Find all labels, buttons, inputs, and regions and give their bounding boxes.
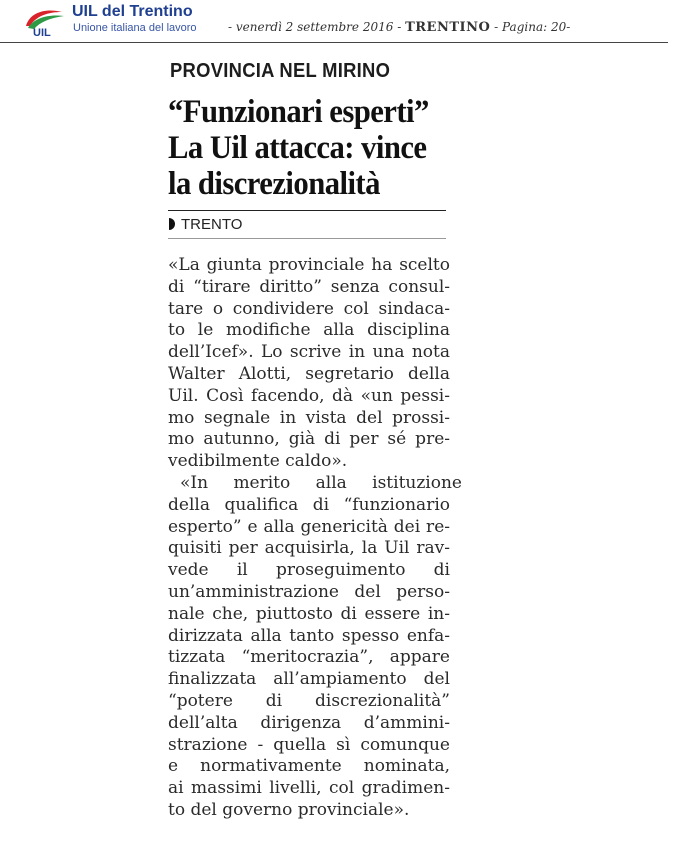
location-top-rule xyxy=(168,210,446,211)
body-line: vede il proseguimento di xyxy=(168,560,450,581)
headline-line: “Funzionari esperti” xyxy=(168,94,429,130)
body-line: tare o condividere col sindaca- xyxy=(168,298,450,319)
half-circle-marker-icon xyxy=(169,218,175,230)
body-line: ai massimi livelli, col gradimen- xyxy=(168,778,450,799)
body-line: Walter Alotti, segretario della xyxy=(168,363,450,384)
article-location: TRENTO xyxy=(181,216,243,233)
body-line: Uil. Così facendo, dà «un pessi- xyxy=(168,385,450,406)
headline-line: La Uil attacca: vince xyxy=(168,130,427,166)
edition-date: - venerdì 2 settembre 2016 xyxy=(228,20,394,34)
body-line: tizzata “meritocrazia”, appare xyxy=(168,647,450,668)
body-line: «La giunta provinciale ha scelto xyxy=(168,255,450,275)
organization-subtitle: Unione italiana del lavoro xyxy=(73,22,197,34)
uil-logo-icon xyxy=(22,6,68,38)
body-line: dirizzata alla tanto spesso enfa- xyxy=(168,625,450,646)
body-line: vedibilmente caldo». xyxy=(168,451,348,472)
edition-separator: - xyxy=(397,20,402,34)
body-line: mo segnale in vista del prossi- xyxy=(168,407,450,428)
body-line: to del governo provinciale». xyxy=(168,799,410,820)
body-line: di “tirare diritto” senza consul- xyxy=(168,276,450,297)
page-header xyxy=(0,0,684,46)
organization-name: UIL del Trentino xyxy=(72,3,193,20)
body-line: finalizzata all’ampiamento del xyxy=(168,669,450,690)
body-line: to le modifiche alla disciplina xyxy=(168,320,450,341)
article-kicker: PROVINCIA NEL MIRINO xyxy=(170,60,391,82)
body-line: e normativamente nominata, xyxy=(168,756,450,777)
body-line: nale che, piuttosto di essere in- xyxy=(168,603,450,624)
body-line: “potere di discrezionalità” xyxy=(168,690,450,711)
header-divider xyxy=(0,42,668,43)
body-line: un’amministrazione del perso- xyxy=(168,581,450,602)
page-number: - Pagina: 20- xyxy=(494,20,571,34)
body-line: «In merito alla istituzione xyxy=(180,472,462,493)
body-line: dell’alta dirigenza d’ammini- xyxy=(168,712,450,733)
location-bottom-rule xyxy=(168,238,446,239)
publication-name: TRENTINO xyxy=(405,20,491,35)
svg-text:UIL: UIL xyxy=(33,27,51,38)
body-line: esperto” e alla genericità dei re- xyxy=(168,516,450,537)
body-line: quisiti per acquisirla, la Uil rav- xyxy=(168,538,450,559)
article-body xyxy=(168,255,462,822)
body-line: mo autunno, già di per sé pre- xyxy=(168,429,450,450)
headline-line: la discrezionalità xyxy=(168,166,380,202)
body-line: dell’Icef». Lo scrive in una nota xyxy=(168,342,450,363)
body-line: della qualifica di “funzionario xyxy=(168,494,450,515)
edition-line xyxy=(228,20,570,35)
body-line: strazione - quella sì comunque xyxy=(168,734,450,755)
article-headline xyxy=(168,94,468,202)
